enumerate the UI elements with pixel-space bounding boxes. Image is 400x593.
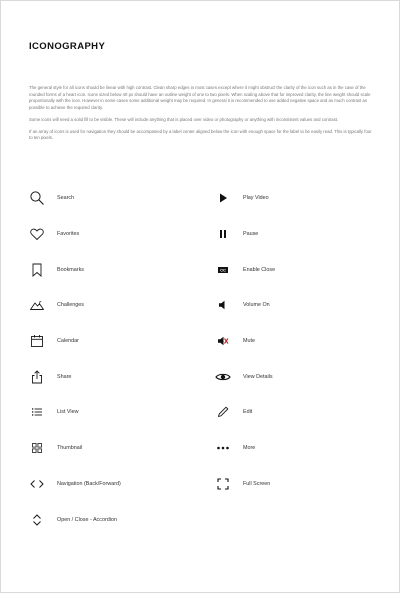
- intro-paragraph-style: The general style for all icons should be linear with high contrast. Clean sharp edges in most cases except where it might obstruct the clarity of the icon such as in the case of the rounded forms of a heart icon. Icons sized below 40 px should have an outline weight of one to two pixels. When scaling above that for improved clarity, the line weight should scale proportionally with the icon. However in some cases some additional weight may be required. In general it is recommended to use added negative space and as much contrast as possible to achieve the required clarity.: [29, 85, 371, 110]
- search-icon: [29, 190, 45, 206]
- icon-row-bookmarks: [29, 262, 84, 278]
- icon-label: Enable Close: [243, 267, 276, 273]
- heart-icon: [29, 226, 45, 242]
- volume-on-icon: [215, 297, 231, 313]
- icon-row-search: [29, 190, 74, 206]
- icon-label: Calendar: [57, 338, 79, 344]
- icon-label: List View: [57, 409, 79, 415]
- list-view-icon: [29, 404, 45, 420]
- svg-text:CC: CC: [220, 267, 226, 273]
- more-dots-icon: [215, 440, 231, 456]
- fullscreen-icon: [215, 476, 231, 492]
- mountain-icon: [29, 297, 45, 313]
- icon-row-list-view: [29, 404, 78, 420]
- icon-row-volume-on: [215, 297, 270, 313]
- icon-row-pause: [215, 226, 258, 242]
- icon-label: Open / Close - Accordion: [57, 517, 117, 523]
- icon-row-favorites: [29, 226, 79, 242]
- page-title: ICONOGRAPHY: [29, 41, 106, 52]
- icon-label: Full Screen: [243, 481, 271, 487]
- intro-paragraph-navigation: If an array of icons is used for navigation they should be accompanied by a label center aligned below the icon with enough space for the label to be easily read. This is typically four to ten pixels.: [29, 128, 372, 141]
- icon-row-enable-close: [215, 262, 275, 278]
- pencil-icon: [215, 404, 231, 420]
- eye-icon: [215, 369, 231, 385]
- play-icon: [215, 190, 231, 206]
- icon-row-more: [215, 440, 255, 456]
- icon-label: Pause: [243, 231, 259, 237]
- intro-text: [29, 85, 374, 147]
- icon-row-play-video: [215, 190, 269, 206]
- intro-paragraph-solid-fill: Some icons will need a solid fill to be visible. These will include anything that is placed over video or photography or anything with inconsistent values and contrast.: [29, 116, 339, 122]
- icon-row-accordion: [29, 512, 117, 528]
- icon-row-mute: [215, 333, 255, 349]
- icon-row-full-screen: [215, 476, 270, 492]
- icon-label: Volume On: [243, 302, 270, 308]
- icon-row-navigation: [29, 476, 121, 492]
- icon-label: Navigation (Back/Forward): [57, 481, 121, 487]
- navigation-arrows-icon: [29, 476, 45, 492]
- icon-label: Play Video: [243, 195, 269, 201]
- icon-label: Search: [57, 195, 75, 201]
- icon-row-calendar: [29, 333, 79, 349]
- icon-label: Challenges: [57, 302, 84, 308]
- icon-label: Edit: [243, 409, 253, 415]
- icon-label: More: [243, 445, 256, 451]
- bookmark-icon: [29, 262, 45, 278]
- icon-label: Bookmarks: [57, 267, 84, 273]
- icon-row-thumbnail: [29, 440, 82, 456]
- icon-row-share: [29, 369, 71, 385]
- icon-label: Mute: [243, 338, 255, 344]
- icon-label: Thumbnail: [57, 445, 83, 451]
- icon-label: Favorites: [57, 231, 80, 237]
- thumbnail-grid-icon: [29, 440, 45, 456]
- icon-label: Share: [57, 374, 72, 380]
- accordion-chevrons-icon: [29, 512, 45, 528]
- icon-row-challenges: [29, 297, 84, 313]
- icon-row-edit: [215, 404, 252, 420]
- calendar-icon: [29, 333, 45, 349]
- icon-label: View Details: [243, 374, 273, 380]
- share-icon: [29, 369, 45, 385]
- pause-icon: [215, 226, 231, 242]
- closed-caption-icon: [215, 262, 231, 278]
- icon-row-view-details: [215, 369, 273, 385]
- mute-icon: [215, 333, 231, 349]
